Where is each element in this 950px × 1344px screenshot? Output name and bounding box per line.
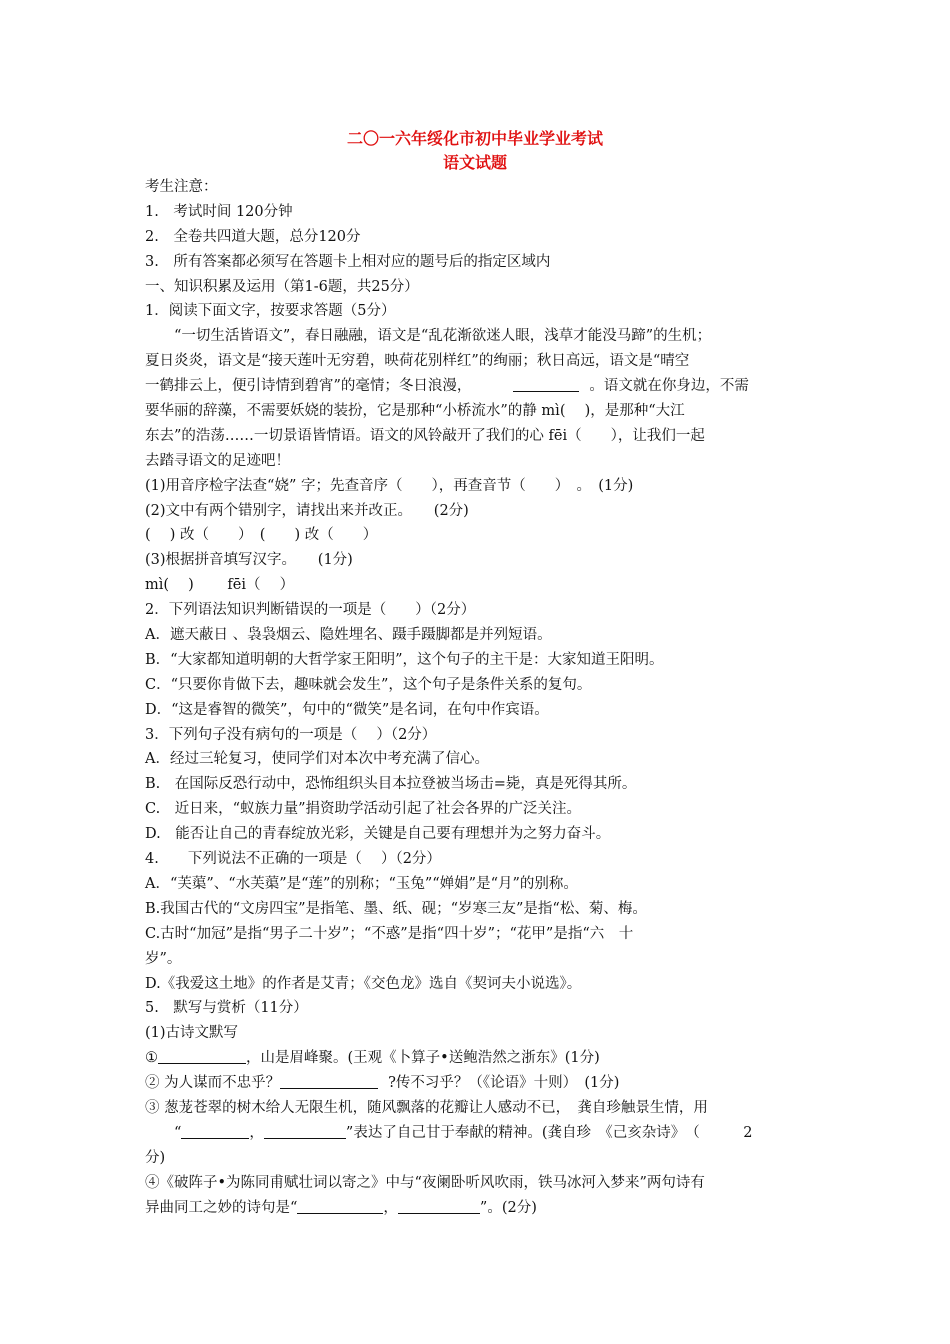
option-a: A．遮天蔽日 、袅袅烟云、隐姓埋名、蹑手蹑脚都是并列短语。	[145, 627, 552, 644]
answer-blank[interactable]	[181, 1122, 249, 1139]
recitation-item-cont	[145, 1196, 815, 1221]
option-a: A．经过三轮复习，使同学们对本次中考充满了信心。	[145, 751, 489, 768]
item-text: 异曲同工之妙的诗句是“	[145, 1199, 298, 1216]
answer-blank[interactable]	[280, 1072, 378, 1089]
passage-line: 夏日炎炎，语文是“接天莲叶无穷碧，映荷花别样红”的绚丽；秋日高远，语文是“晴空	[145, 353, 690, 370]
recitation-item-cont	[145, 1121, 815, 1146]
exam-body	[145, 175, 815, 1220]
option-d: D. 能否让自己的青春绽放光彩，关键是自己要有理想并为之努力奋斗。	[145, 826, 611, 843]
quote-open: “	[174, 1124, 182, 1141]
passage-text: 。语文就在你身边，不需	[589, 378, 749, 395]
item-text: ”。(2分)	[479, 1199, 537, 1216]
option-d: D.《我爱这土地》的作者是艾青；《交色龙》选自《契诃夫小说选》。	[145, 975, 582, 992]
answer-blank[interactable]	[398, 1197, 480, 1214]
answer-blank[interactable]	[297, 1197, 383, 1214]
passage-line: “一切生活皆语文”，春日融融，语文是“乱花渐欲迷人眼，浅草才能没马蹄”的生机；	[174, 328, 712, 345]
notice-item: 1. 考试时间 120分钟	[145, 203, 293, 220]
option-d: D．“这是睿智的微笑”，句中的“微笑”是名词，在句中作宾语。	[145, 701, 549, 718]
question-stem: 1．阅读下面文字，按要求答题（5分）	[145, 303, 396, 320]
item-text: ”表达了自己甘于奉献的精神。(龚自珍 《己亥杂诗》 （ 2	[345, 1124, 753, 1141]
item-text: ，山是眉峰聚。(王观《卜算子•送鲍浩然之浙东》(1分)	[246, 1050, 600, 1067]
question-stem: 4. 下列说法不正确的一项是（ ）（2分）	[145, 851, 441, 868]
section-heading: 一、知识积累及运用（第1-6题，共25分）	[145, 278, 419, 295]
option-a: A．“芙蕖”、“水芙蕖”是“莲”的别称；“玉兔”“婵娟”是“月”的别称。	[145, 875, 578, 892]
comma: ，	[249, 1124, 264, 1141]
recitation-item: ④《破阵子•为陈同甫赋壮词以寄之》中与“夜阑卧听风吹雨，铁马冰河入梦来”两句诗有	[145, 1174, 705, 1191]
option-c: C.古时“加冠”是指“男子二十岁”；“不惑”是指“四十岁”；“花甲”是指“六 十	[145, 925, 634, 942]
recitation-item	[145, 1071, 815, 1096]
recitation-item: ③ 葱茏苍翠的树木给人无限生机，随风飘落的花瓣让人感动不已， 龚自珍触景生情，用	[145, 1099, 708, 1116]
answer-line: mì( ) fēi（ ）	[145, 577, 295, 594]
item-text: ?传不习乎？（《论语》十则） (1分)	[388, 1075, 620, 1092]
passage-line: 去踏寻语文的足迹吧！	[145, 452, 290, 469]
recitation-item	[145, 1046, 815, 1071]
exam-title: 二〇一六年绥化市初中毕业学业考试	[346, 129, 603, 148]
question-stem: 2．下列语法知识判断错误的一项是（ ）（2分）	[145, 602, 476, 619]
question-stem: 3．下列句子没有病句的一项是（ ）（2分）	[145, 726, 437, 743]
notice-item: 3. 所有答案都必须写在答题卡上相对应的题号后的指定区域内	[145, 253, 551, 270]
item-marker: ①	[145, 1050, 158, 1067]
option-b: B.我国古代的“文房四宝”是指笔、墨、纸、砚；“岁寒三友”是指“松、菊、梅。	[145, 900, 647, 917]
option-c: C．“只要你肯做下去，趣味就会发生”，这个句子是条件关系的复句。	[145, 676, 592, 693]
question-stem: 5. 默写与赏析（11分）	[145, 1000, 308, 1017]
passage-text: 一鹤排云上，便引诗情到碧宵”的毫情；冬日浪漫，	[145, 378, 472, 395]
recitation-item-cont: 分)	[145, 1149, 166, 1166]
notice-item: 2. 全卷共四道大题，总分120分	[145, 228, 361, 245]
sub-question: (1)用音序检字法查“娆” 字；先查音序（ ），再查音节（ ） 。 (1分)	[145, 477, 634, 494]
option-b: B．“大家都知道明朝的大哲学家王阳明”，这个句子的主干是：大家知道王阳明。	[145, 651, 664, 668]
sub-question: (2)文中有两个错别字，请找出来并改正。 (2分)	[145, 502, 469, 519]
sub-question: (3)根据拼音填写汉字。 (1分)	[145, 552, 353, 569]
option-c: C. 近日来，“蚁族力量”捐资助学活动引起了社会各界的广泛关注。	[145, 801, 582, 818]
passage-line: 东去”的浩荡……一切景语皆情语。语文的风铃敲开了我们的心 fēi（ ），让我们一起	[145, 427, 705, 444]
comma: ，	[383, 1199, 398, 1216]
exam-subtitle: 语文试题	[442, 153, 507, 172]
answer-blank[interactable]	[264, 1122, 346, 1139]
option-c-cont: 岁”。	[145, 950, 182, 967]
option-b: B. 在国际反恐行动中，恐怖组织头目本拉登被当场击=毙，真是死得其所。	[145, 776, 637, 793]
sub-question: (1)古诗文默写	[145, 1025, 239, 1042]
answer-blank[interactable]	[158, 1047, 246, 1064]
answer-line: ( ) 改（ ） ( ) 改（ ）	[145, 527, 378, 544]
passage-line	[145, 374, 815, 399]
item-text: ② 为人谋而不忠乎？	[145, 1075, 281, 1092]
notice-heading: 考生注意：	[145, 179, 218, 195]
answer-blank[interactable]	[513, 375, 579, 392]
passage-line: 要华丽的辞藻，不需要妖娆的装扮，它是那种“小桥流水”的静 mì( )，是那种“大江	[145, 403, 685, 420]
